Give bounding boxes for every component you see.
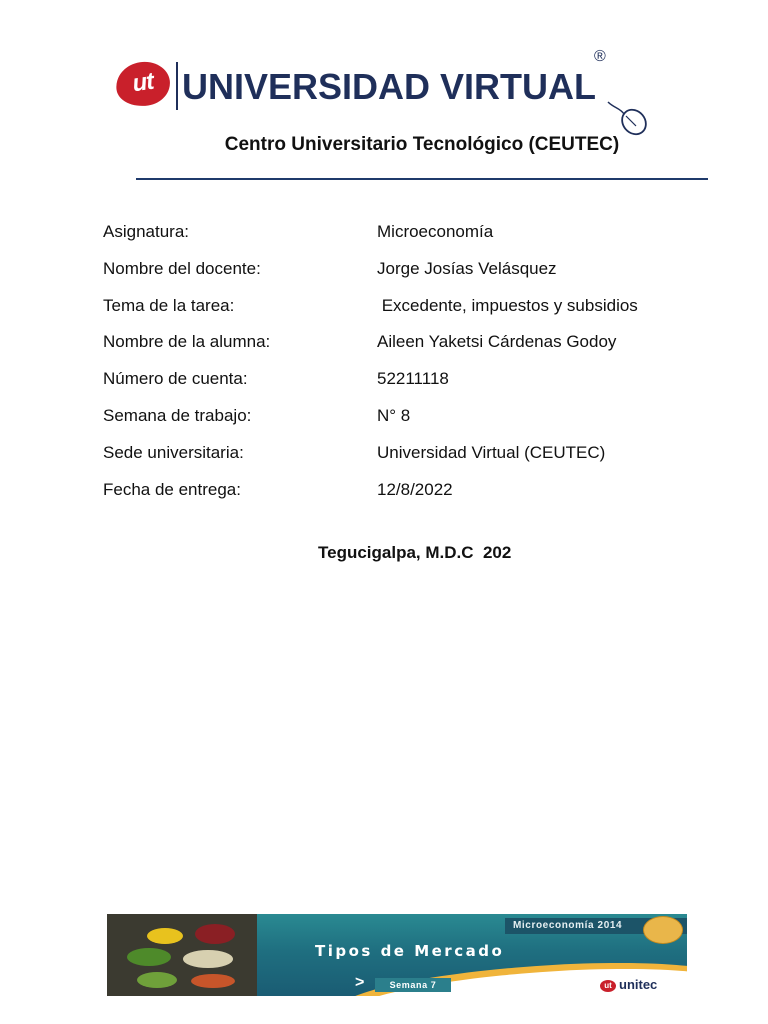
field-label: Sede universitaria:: [103, 442, 244, 462]
field-value: Aileen Yaketsi Cárdenas Godoy: [377, 332, 617, 352]
course-banner-image: [107, 914, 687, 996]
field-label: Semana de trabajo:: [103, 405, 252, 425]
institution-subtitle: Centro Universitario Tecnológico (CEUTEC): [224, 134, 620, 155]
field-row-account: [103, 367, 723, 404]
field-row-topic: [103, 294, 723, 331]
field-label: Tema de la tarea:: [103, 295, 235, 315]
field-label: Asignatura:: [103, 222, 189, 241]
banner-week-label: Semana 7: [375, 978, 451, 992]
logo-divider: [176, 62, 178, 110]
field-value: Universidad Virtual (CEUTEC): [377, 442, 606, 462]
field-row-campus: [103, 441, 723, 478]
ut-badge-text: ut: [130, 67, 155, 98]
logo-text: UNIVERSIDAD VIRTUAL: [182, 66, 597, 107]
field-value: 52211118: [377, 369, 449, 389]
field-value: Excedente, impuestos y subsidios: [377, 295, 638, 315]
field-label: Número de cuenta:: [103, 369, 248, 389]
field-value: 12/8/2022: [377, 479, 453, 499]
field-label: Nombre de la alumna:: [103, 332, 271, 352]
cover-info-list: [103, 220, 723, 514]
field-row-student: [103, 330, 723, 367]
field-row-subject: [103, 220, 723, 257]
field-row-due-date: [103, 478, 723, 515]
field-label: Fecha de entrega:: [103, 479, 241, 499]
unitec-badge-logo: ut: [600, 980, 616, 992]
banner-course-label: Microeconomía 2014: [505, 918, 687, 934]
computer-mouse-icon: [606, 98, 650, 138]
banner-title: Tipos de Mercado: [315, 942, 505, 960]
place-and-year: Tegucigalpa, M.D.C 202: [318, 543, 512, 562]
field-label: Nombre del docente:: [103, 258, 261, 278]
banner-coin-graphic: [643, 916, 683, 944]
field-value: N° 8: [377, 405, 411, 425]
field-value: Microeconomía: [377, 222, 494, 241]
field-row-teacher: [103, 257, 723, 294]
ut-badge-logo: [113, 58, 173, 109]
header-divider: [136, 178, 708, 180]
chevron-right-icon: >: [355, 974, 365, 991]
registered-mark: ®: [594, 48, 606, 65]
vegetables-photo: [107, 914, 257, 996]
unitec-brand-name: unitec: [619, 977, 658, 992]
university-logo: [116, 48, 656, 138]
field-value: Jorge Josías Velásquez: [377, 258, 557, 278]
field-row-week: [103, 404, 723, 441]
